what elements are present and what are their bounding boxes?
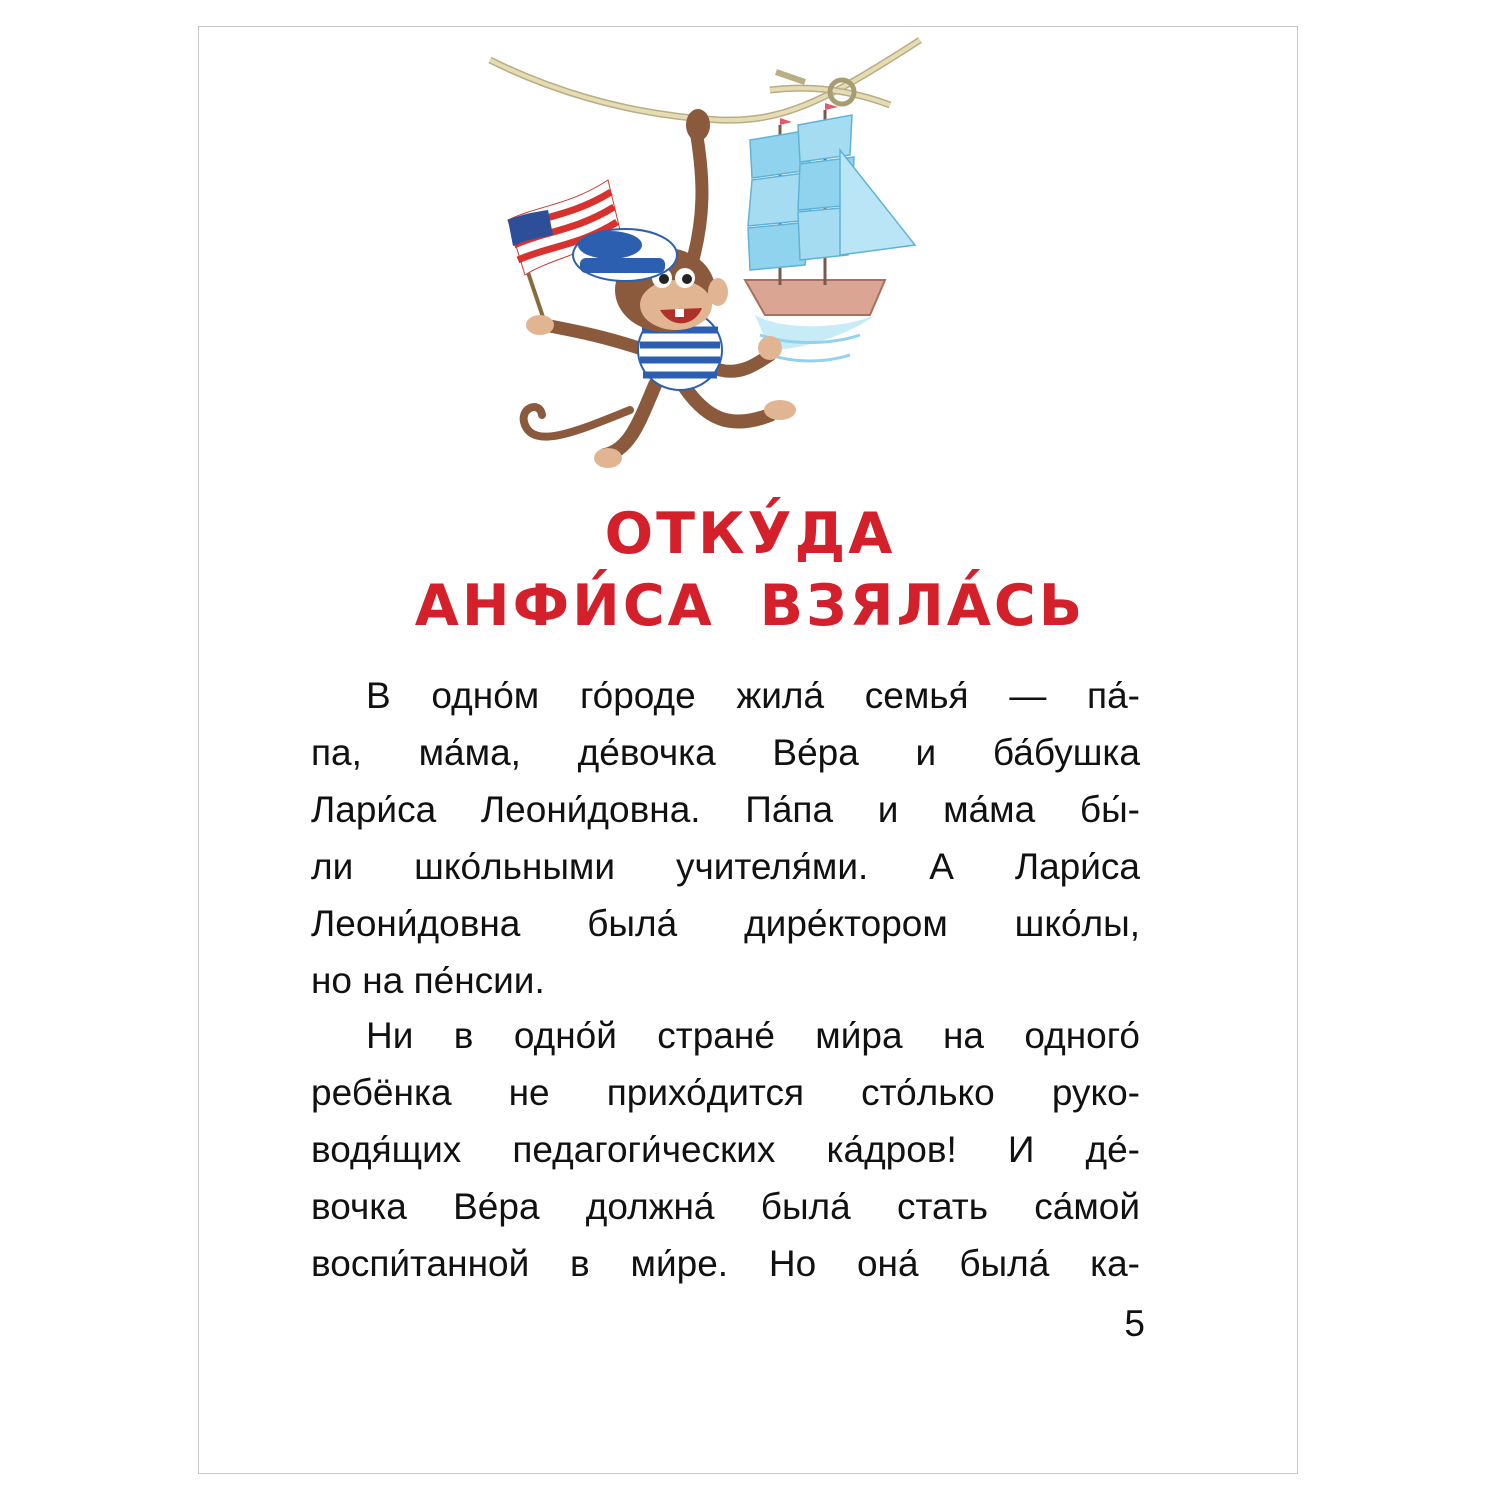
text-line: па, ма́ма, де́вочка Ве́ра и ба́бушка: [311, 732, 1140, 773]
monkey-sailor-illustration: [480, 30, 940, 480]
rope: [490, 40, 920, 120]
text-line: ребёнка не прихо́дится сто́лько руко-: [311, 1072, 1140, 1113]
chapter-title-line-2: АНФИ́СА ВЗЯЛА́СЬ: [414, 573, 1086, 639]
text-line: В одно́м го́роде жила́ семья́ — па́-: [366, 675, 1140, 716]
sailing-ship: [745, 103, 915, 361]
text-line: вочка Ве́ра должна́ была́ стать са́мой: [311, 1186, 1140, 1227]
chapter-title-line-1: ОТКУ́ДА: [604, 501, 896, 567]
text-line: Леони́довна была́ дире́ктором шко́лы,: [311, 903, 1140, 944]
text-line: но на пе́нсии.: [311, 960, 545, 1001]
text-line: водя́щих педагоги́ческих ка́дров! И де́-: [311, 1129, 1140, 1170]
text-line: Лари́са Леони́довна. Па́па и ма́ма бы́-: [311, 789, 1140, 830]
page-number: 5: [1124, 1303, 1145, 1344]
text-line: воспи́танной в ми́ре. Но она́ была́ ка-: [311, 1243, 1140, 1284]
text-line: Ни в одно́й стране́ ми́ра на одного́: [366, 1015, 1140, 1056]
text-line: ли шко́льными учителя́ми. А Лари́са: [311, 846, 1140, 887]
